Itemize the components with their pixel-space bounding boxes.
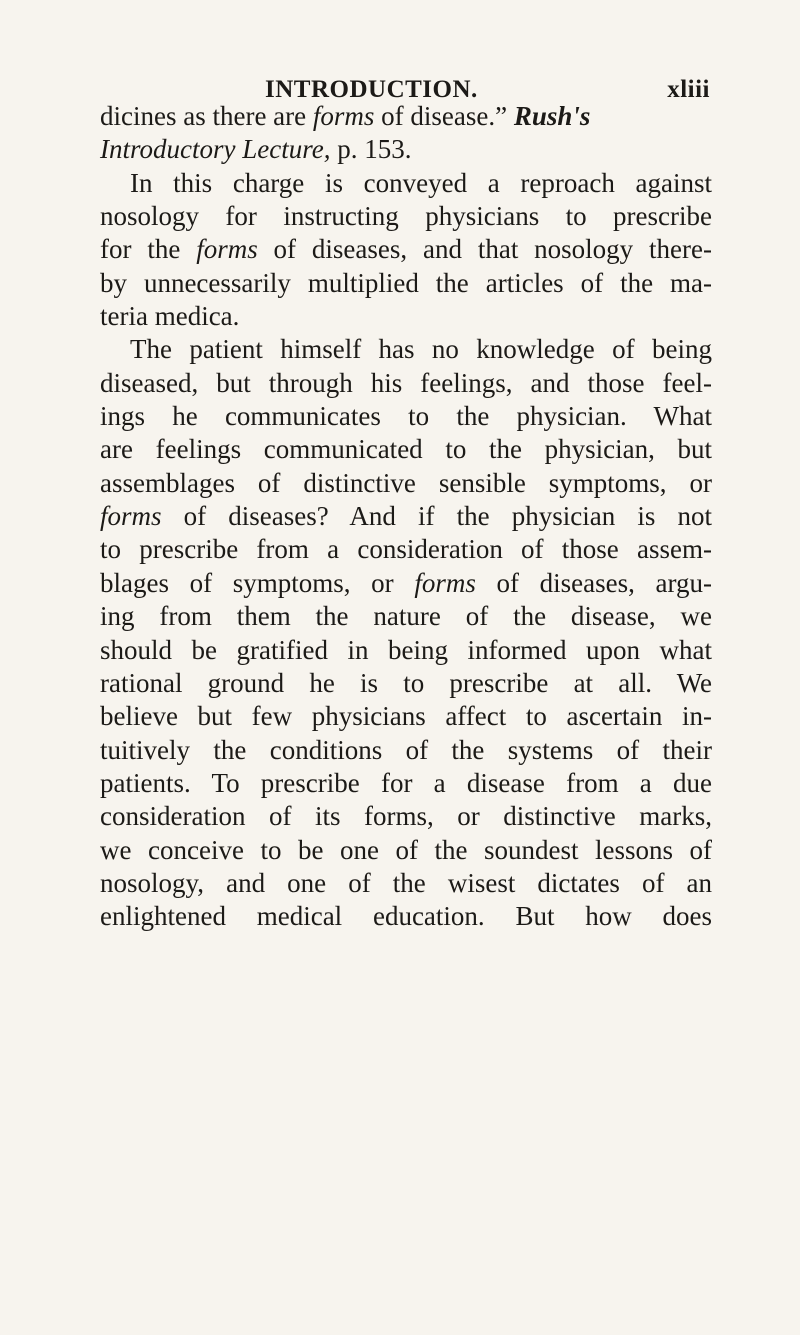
text-segment: blages of symptoms, or xyxy=(100,567,415,598)
body-text xyxy=(100,100,712,934)
text-segment: we conceive to be one of the soundest lessons of xyxy=(100,834,712,865)
text-segment: forms xyxy=(100,501,162,532)
running-head-title: INTRODUCTION. xyxy=(265,76,478,103)
text-segment: tuitively the conditions of the systems of their xyxy=(100,734,712,765)
text-segment: diseased, but through his feelings, and those feel- xyxy=(100,367,712,398)
text-segment: patients. To prescribe for a disease from a due xyxy=(100,767,712,798)
text-segment: ings he communicates to the physician. What xyxy=(100,401,712,432)
text-segment: are feelings communicated to the physician, but xyxy=(100,434,712,465)
text-segment: by unnecessarily multiplied the articles of the ma- xyxy=(100,267,712,298)
text-line-8 xyxy=(100,333,712,366)
text-segment: forms xyxy=(312,101,375,131)
text-line-15 xyxy=(100,567,712,600)
text-line-16 xyxy=(100,600,712,633)
text-line-1 xyxy=(100,100,712,133)
text-line-13 xyxy=(100,500,712,533)
text-segment: In this charge is conveyed a reproach against xyxy=(130,167,712,198)
text-segment: Rush's xyxy=(513,101,591,131)
text-segment: of diseases, argu- xyxy=(475,567,712,598)
text-line-12 xyxy=(100,467,712,500)
text-segment: The patient himself has no knowledge of being xyxy=(130,334,712,365)
text-segment: believe but few physicians affect to ascertain in- xyxy=(100,701,712,732)
page-number: xliii xyxy=(667,76,710,103)
text-line-14 xyxy=(100,533,712,566)
text-segment: consideration of its forms, or distinctive marks, xyxy=(100,801,712,832)
text-line-18 xyxy=(100,667,712,700)
text-segment: of diseases, and that nosology there- xyxy=(257,234,712,265)
text-line-21 xyxy=(100,767,712,800)
text-segment: forms xyxy=(196,234,258,265)
text-line-20 xyxy=(100,734,712,767)
text-segment: p. 153. xyxy=(330,134,412,165)
text-line-17 xyxy=(100,634,712,667)
text-line-24 xyxy=(100,867,712,900)
text-line-9 xyxy=(100,367,712,400)
text-line-4 xyxy=(100,200,712,233)
text-line-5 xyxy=(100,233,712,266)
text-line-22 xyxy=(100,800,712,833)
text-segment: of diseases? And if the physician is not xyxy=(161,501,712,532)
text-segment: rational ground he is to prescribe at all. We xyxy=(100,667,712,698)
text-line-2 xyxy=(100,133,712,166)
text-segment: ing from them the nature of the disease, we xyxy=(100,601,712,632)
text-line-25 xyxy=(100,900,712,933)
text-line-10 xyxy=(100,400,712,433)
text-segment: should be gratified in being informed upon what xyxy=(100,634,712,665)
text-segment: Introductory Lecture, xyxy=(100,134,331,165)
text-segment: enlightened medical education. But how does xyxy=(100,901,712,932)
text-segment: assemblages of distinctive sensible symptoms, or xyxy=(100,467,712,498)
text-segment: teria medica. xyxy=(100,301,240,332)
text-segment: forms xyxy=(414,567,476,598)
text-segment: dicines as there are xyxy=(100,101,313,131)
text-line-23 xyxy=(100,834,712,867)
text-segment: for the xyxy=(100,234,197,265)
text-segment: nosology, and one of the wisest dictates of an xyxy=(100,867,712,898)
text-line-7 xyxy=(100,300,712,333)
text-line-3 xyxy=(100,167,712,200)
text-line-11 xyxy=(100,433,712,466)
text-segment: of disease.” xyxy=(374,101,514,131)
text-segment: nosology for instructing physicians to prescribe xyxy=(100,201,712,232)
text-line-6 xyxy=(100,267,712,300)
text-segment: to prescribe from a consideration of those assem- xyxy=(100,534,712,565)
text-line-19 xyxy=(100,700,712,733)
